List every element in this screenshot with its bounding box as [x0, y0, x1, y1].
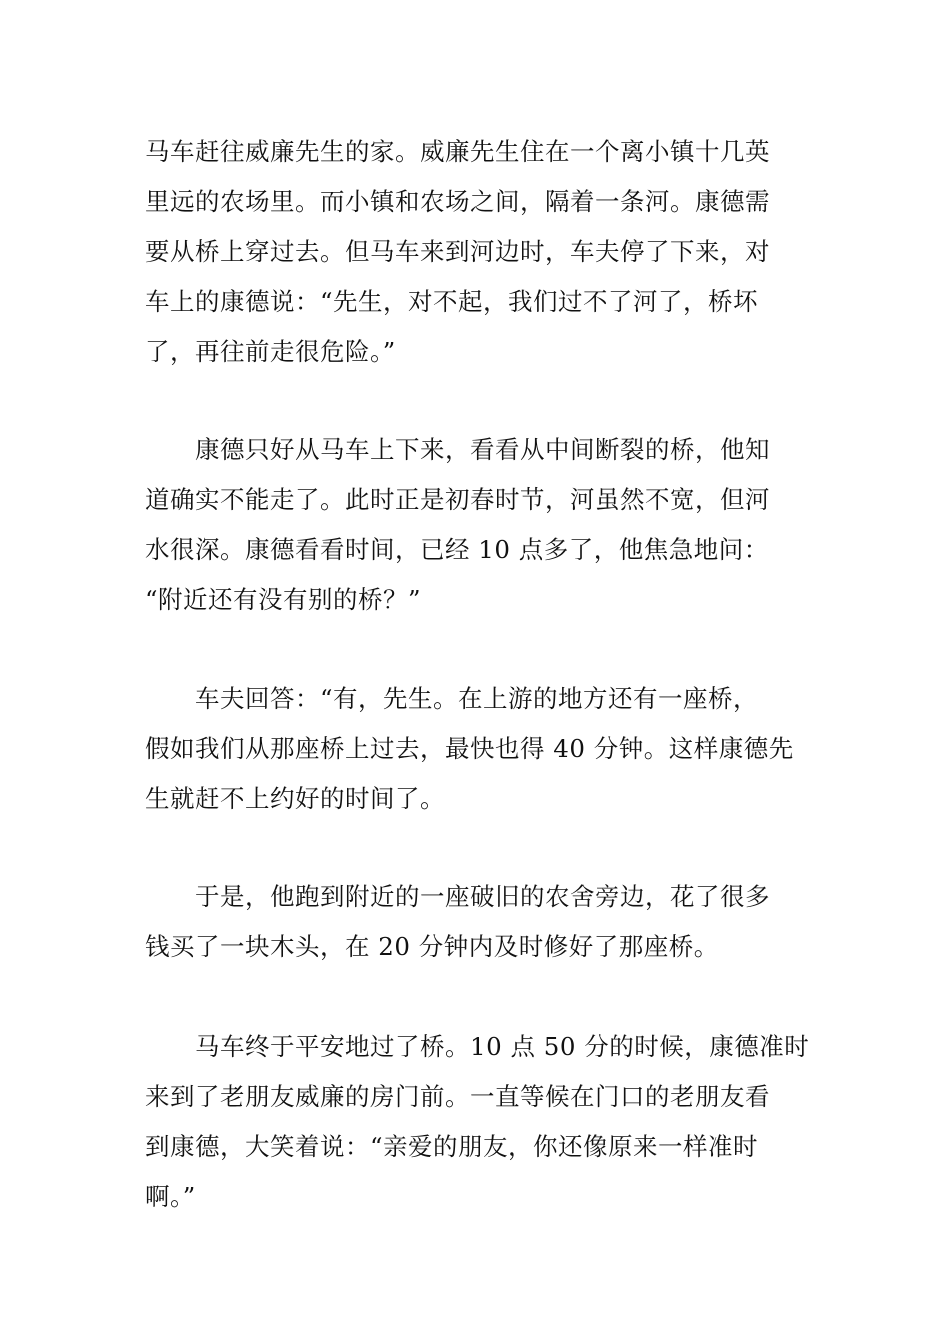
paragraph-2: 康德只好从马车上下来，看看从中间断裂的桥，他知 道确实不能走了。此时正是初春时节，河虽然不宽，但河 水很深。康德看看时间，已经 10 点多了，他焦急地问： “附近还有没有别的桥？” — [145, 435, 770, 614]
paragraph-5: 马车终于平安地过了桥。10 点 50 分的时候，康德准时 来到了老朋友威廉的房门前。一直等候在门口的老朋友看 到康德，大笑着说：“亲爱的朋友，你还像原来一样准时 啊。” — [145, 1032, 810, 1211]
paragraph-3: 车夫回答：“有，先生。在上游的地方还有一座桥， 假如我们从那座桥上过去，最快也得 40 分钟。这样康德先 生就赶不上约好的时间了。 — [145, 684, 794, 813]
paragraph-1: 马车赶往威廉先生的家。威廉先生住在一个离小镇十几英 里远的农场里。而小镇和农场之间，隔着一条河。康德需 要从桥上穿过去。但马车来到河边时，车夫停了下来，对 车上的康德说：“先生，对不起，我们过不了河了，桥坏 了，再往前走很危险。” — [145, 137, 770, 366]
paragraph-4: 于是，他跑到附近的一座破旧的农舍旁边，花了很多 钱买了一块木头，在 20 分钟内及时修好了那座桥。 — [145, 882, 770, 961]
